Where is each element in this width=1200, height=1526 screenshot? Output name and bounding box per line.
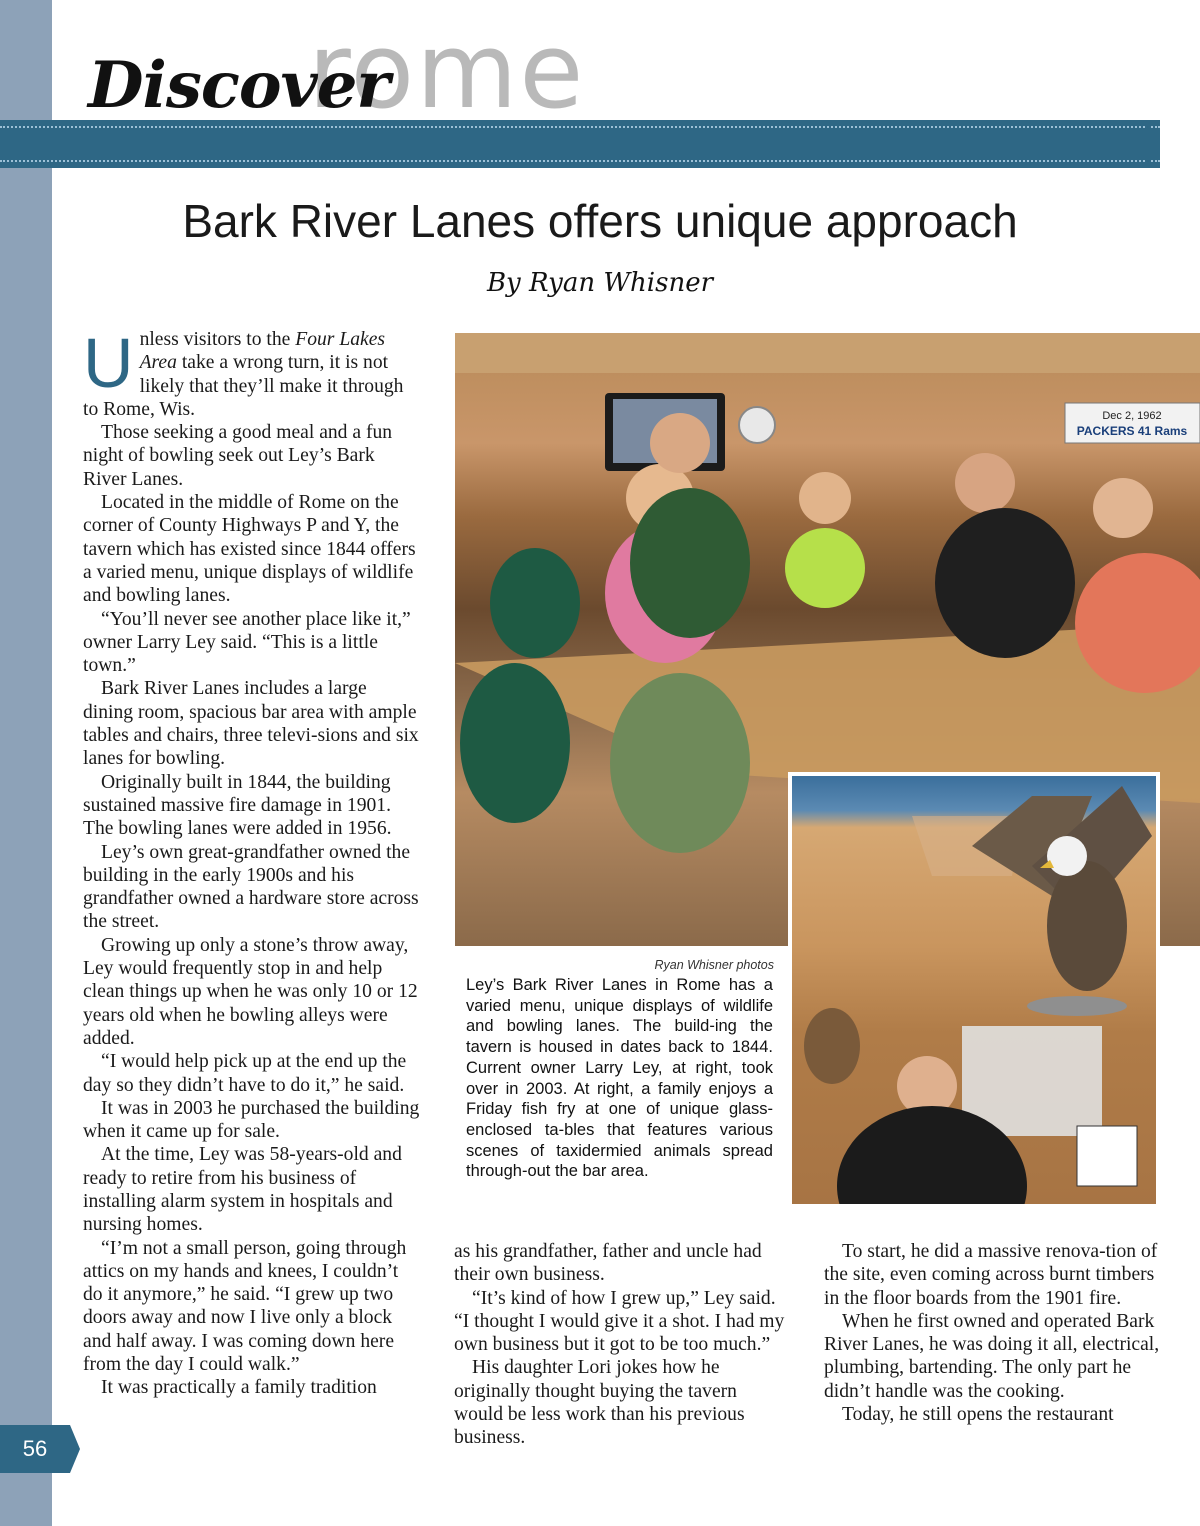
paragraph: as his grandfather, father and uncle had their own business. [454, 1241, 762, 1286]
paragraph: It was practically a family tradition [101, 1377, 377, 1399]
inset-illustration [792, 776, 1156, 1204]
paragraph: At the time, Ley was 58-years-old and ready to retire from his business of installing alarm system in hospitals and nursing homes. [83, 1144, 402, 1236]
lead-text-1: nless visitors to the [139, 329, 296, 350]
paragraph: Today, he still opens the restaurant [842, 1404, 1114, 1426]
paragraph: Originally built in 1844, the building sustained massive fire damage in 1901. The bowling lanes were added in 1956. [83, 771, 392, 840]
paragraph: “It’s kind of how I grew up,” Ley said. “I thought I would give it a shot. I had my own business but it got to be too much.” [454, 1287, 785, 1356]
byline: By Ryan Whisner [486, 268, 714, 298]
header-band-tip [1146, 120, 1160, 168]
sign-text: Dec 2, 1962 [1102, 410, 1162, 422]
owner-eagle-photo [788, 772, 1160, 1208]
photo-credit: Ryan Whisner photos [654, 958, 774, 972]
paragraph: It was in 2003 he purchased the building when it came up for sale. [83, 1097, 420, 1143]
masthead-rome: rome [308, 10, 586, 132]
paragraph: When he first owned and operated Bark River Lanes, he was doing it all, electrical, plumbing, bartending. The only part he didn’t handle was the cooking. [824, 1310, 1160, 1402]
article-column-3 [824, 1240, 1164, 1426]
lead-paragraph [83, 324, 421, 421]
headline: Bark River Lanes offers unique approach [182, 195, 1018, 247]
paragraph: Growing up only a stone’s throw away, Ley would frequently stop in and help clean things up when he was only 10 or 12 years old when he bowling alleys were added. [83, 934, 418, 1049]
photo-caption: Ley’s Bark River Lanes in Rome has a varied menu, unique displays of wildlife and bowling lanes. The build-ing the tavern is housed in dates back to 1844. Current owner Larry Ley, at right, took over in 2003. At right, a family enjoys a Friday fish fry at one of unique glass-enclosed ta-bles that features various scenes of taxidermied animals spread through-out the bar area. [466, 976, 773, 1181]
drop-cap: U [83, 324, 134, 402]
paragraph: To start, he did a massive renova-tion of the site, even coming across burnt timbers in the floor boards from the 1901 fire. [824, 1241, 1158, 1309]
lead-italic: Four Lakes Area [139, 329, 386, 374]
paragraph: Ley’s own great-grandfather owned the building in the early 1900s and his grandfather owned a hardware store across the street. [83, 841, 419, 933]
paragraph: His daughter Lori jokes how he originally thought buying the tavern would be less work than his previous business. [454, 1357, 745, 1449]
paragraph: “I would help pick up at the end up the day so they didn’t have to do it,” he said. [83, 1051, 407, 1096]
masthead-discover: Discover [88, 48, 390, 123]
paragraph: Located in the middle of Rome on the corner of County Highways P and Y, the tavern which has existed since 1844 offers a varied menu, unique displays of wildlife and bowling lanes. [83, 492, 416, 607]
paragraph: “You’ll never see another place like it,” owner Larry Ley said. “This is a little town.” [83, 608, 411, 677]
masthead [88, 10, 788, 132]
page-number: 56 [22, 1436, 48, 1461]
paragraph: Those seeking a good meal and a fun night of bowling seek out Ley’s Bark River Lanes. [83, 422, 393, 490]
svg-text:PACKERS 41 Rams: PACKERS 41 Rams [1076, 424, 1188, 438]
article-column-1 [83, 324, 421, 1400]
paragraph: “I’m not a small person, going through attics on my hands and knees, I couldn’t do it anymore,” he said. “I grew up two doors away and now I live only a block and half away. I was coming down here from the day I could walk.” [83, 1237, 407, 1376]
paragraph: Bark River Lanes includes a large dining room, spacious bar area with ample tables and chairs, three televi-sions and six lanes for bowling. [83, 678, 419, 770]
lead-text-2: take a wrong turn, it is not likely that they’ll make it through to Rome, Wis. [83, 352, 404, 420]
article-column-2 [454, 1240, 789, 1450]
